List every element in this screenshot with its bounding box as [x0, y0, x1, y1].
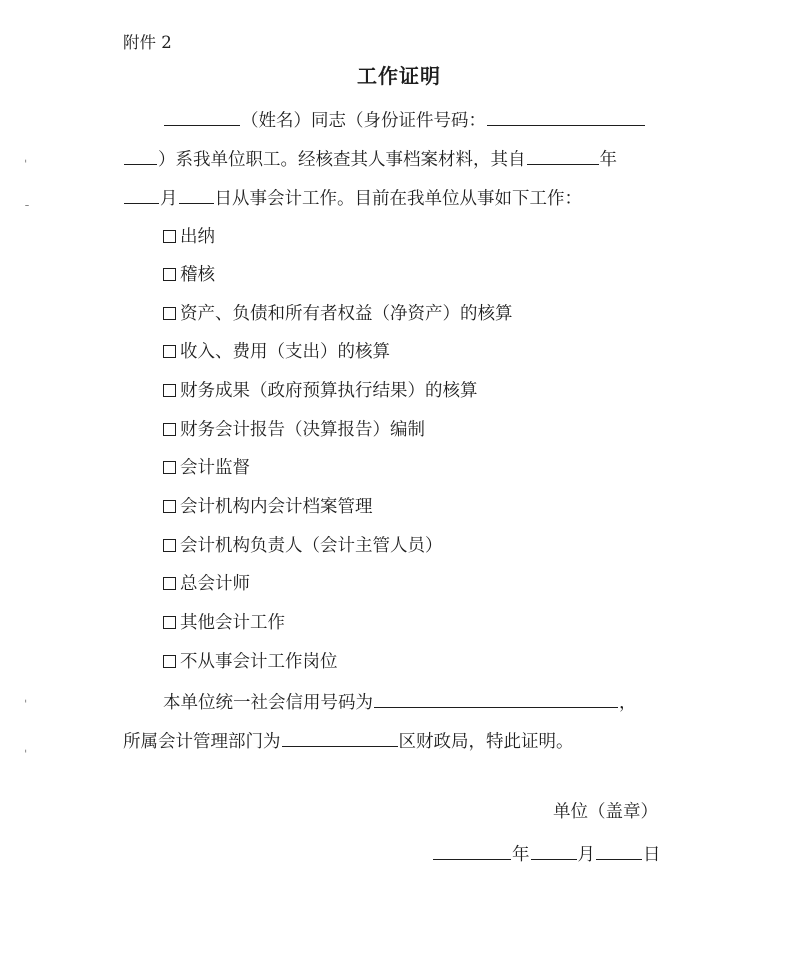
- option-item: [163, 534, 443, 558]
- checkbox-icon[interactable]: [163, 500, 176, 513]
- start-month-blank[interactable]: [124, 186, 159, 204]
- checkbox-icon[interactable]: [163, 616, 176, 629]
- option-label: 财务成果（政府预算执行结果）的核算: [180, 381, 478, 401]
- employee-statement: ）系我单位职工。经核查其人事档案材料，其自: [158, 150, 526, 170]
- option-label: 会计监督: [180, 458, 250, 478]
- sign-year-label: 年: [512, 845, 530, 865]
- work-statement: 日从事会计工作。目前在我单位从事如下工作：: [214, 189, 582, 209]
- option-item: [163, 572, 250, 596]
- option-item: [163, 611, 285, 635]
- option-label: 财务会计报告（决算报告）编制: [180, 420, 425, 440]
- unit-seal-label: 单位（盖章）: [553, 802, 658, 822]
- name-blank[interactable]: [164, 108, 240, 126]
- year-label: 年: [599, 150, 617, 170]
- option-item: [163, 302, 513, 326]
- body-line-3: [123, 186, 582, 211]
- credit-code-blank[interactable]: [374, 690, 618, 708]
- option-item: [163, 650, 338, 674]
- sign-month-label: 月: [577, 845, 595, 865]
- checkbox-icon[interactable]: [163, 345, 176, 358]
- scan-speck: ˌ: [24, 690, 28, 704]
- option-item: [163, 418, 425, 442]
- attachment-label: 附件 2: [123, 33, 172, 52]
- option-label: 收入、费用（支出）的核算: [180, 342, 390, 362]
- option-item: [163, 225, 215, 249]
- checkbox-icon[interactable]: [163, 230, 176, 243]
- option-label: 稽核: [180, 265, 215, 285]
- option-label: 出纳: [180, 227, 215, 247]
- department-rest: 区财政局，特此证明。: [398, 732, 574, 752]
- month-label: 月: [160, 189, 178, 209]
- start-year-blank[interactable]: [527, 147, 599, 165]
- option-item: [163, 340, 390, 364]
- option-item: [163, 379, 478, 403]
- name-label: （姓名）同志（身份证件号码：: [241, 111, 486, 131]
- option-label: 会计机构内会计档案管理: [180, 497, 373, 517]
- option-label: 其他会计工作: [180, 613, 285, 633]
- scan-speck: ˌ: [24, 740, 28, 754]
- checkbox-icon[interactable]: [163, 307, 176, 320]
- sign-day-blank[interactable]: [596, 842, 642, 860]
- option-label: 资产、负债和所有者权益（净资产）的核算: [180, 304, 513, 324]
- checkbox-icon[interactable]: [163, 539, 176, 552]
- sign-day-label: 日: [643, 845, 661, 865]
- scan-speck: ˌ: [24, 150, 28, 164]
- checkbox-icon[interactable]: [163, 655, 176, 668]
- option-label: 不从事会计工作岗位: [180, 652, 338, 672]
- option-item: [163, 495, 373, 519]
- checkbox-icon[interactable]: [163, 577, 176, 590]
- credit-code-label: 本单位统一社会信用号码为: [163, 693, 373, 713]
- option-label: 会计机构负责人（会计主管人员）: [180, 536, 443, 556]
- id-number-blank-cont[interactable]: [124, 147, 157, 165]
- department-line: [123, 729, 574, 754]
- option-item: [163, 263, 215, 287]
- sign-year-blank[interactable]: [433, 842, 511, 860]
- option-item: [163, 456, 250, 480]
- checkbox-icon[interactable]: [163, 461, 176, 474]
- department-blank[interactable]: [282, 729, 398, 747]
- checkbox-icon[interactable]: [163, 268, 176, 281]
- credit-code-line: [163, 690, 637, 715]
- checkbox-icon[interactable]: [163, 423, 176, 436]
- body-line-1: [163, 108, 646, 133]
- sign-date-line: [432, 842, 661, 867]
- document-title: 工作证明: [357, 64, 441, 88]
- start-day-blank[interactable]: [179, 186, 214, 204]
- id-number-blank[interactable]: [487, 108, 645, 126]
- sign-month-blank[interactable]: [531, 842, 577, 860]
- option-label: 总会计师: [180, 574, 250, 594]
- credit-comma: ，: [619, 693, 637, 713]
- checkbox-icon[interactable]: [163, 384, 176, 397]
- body-line-2: [123, 147, 617, 172]
- department-label: 所属会计管理部门为: [123, 732, 281, 752]
- scan-speck: ˉ: [24, 203, 30, 217]
